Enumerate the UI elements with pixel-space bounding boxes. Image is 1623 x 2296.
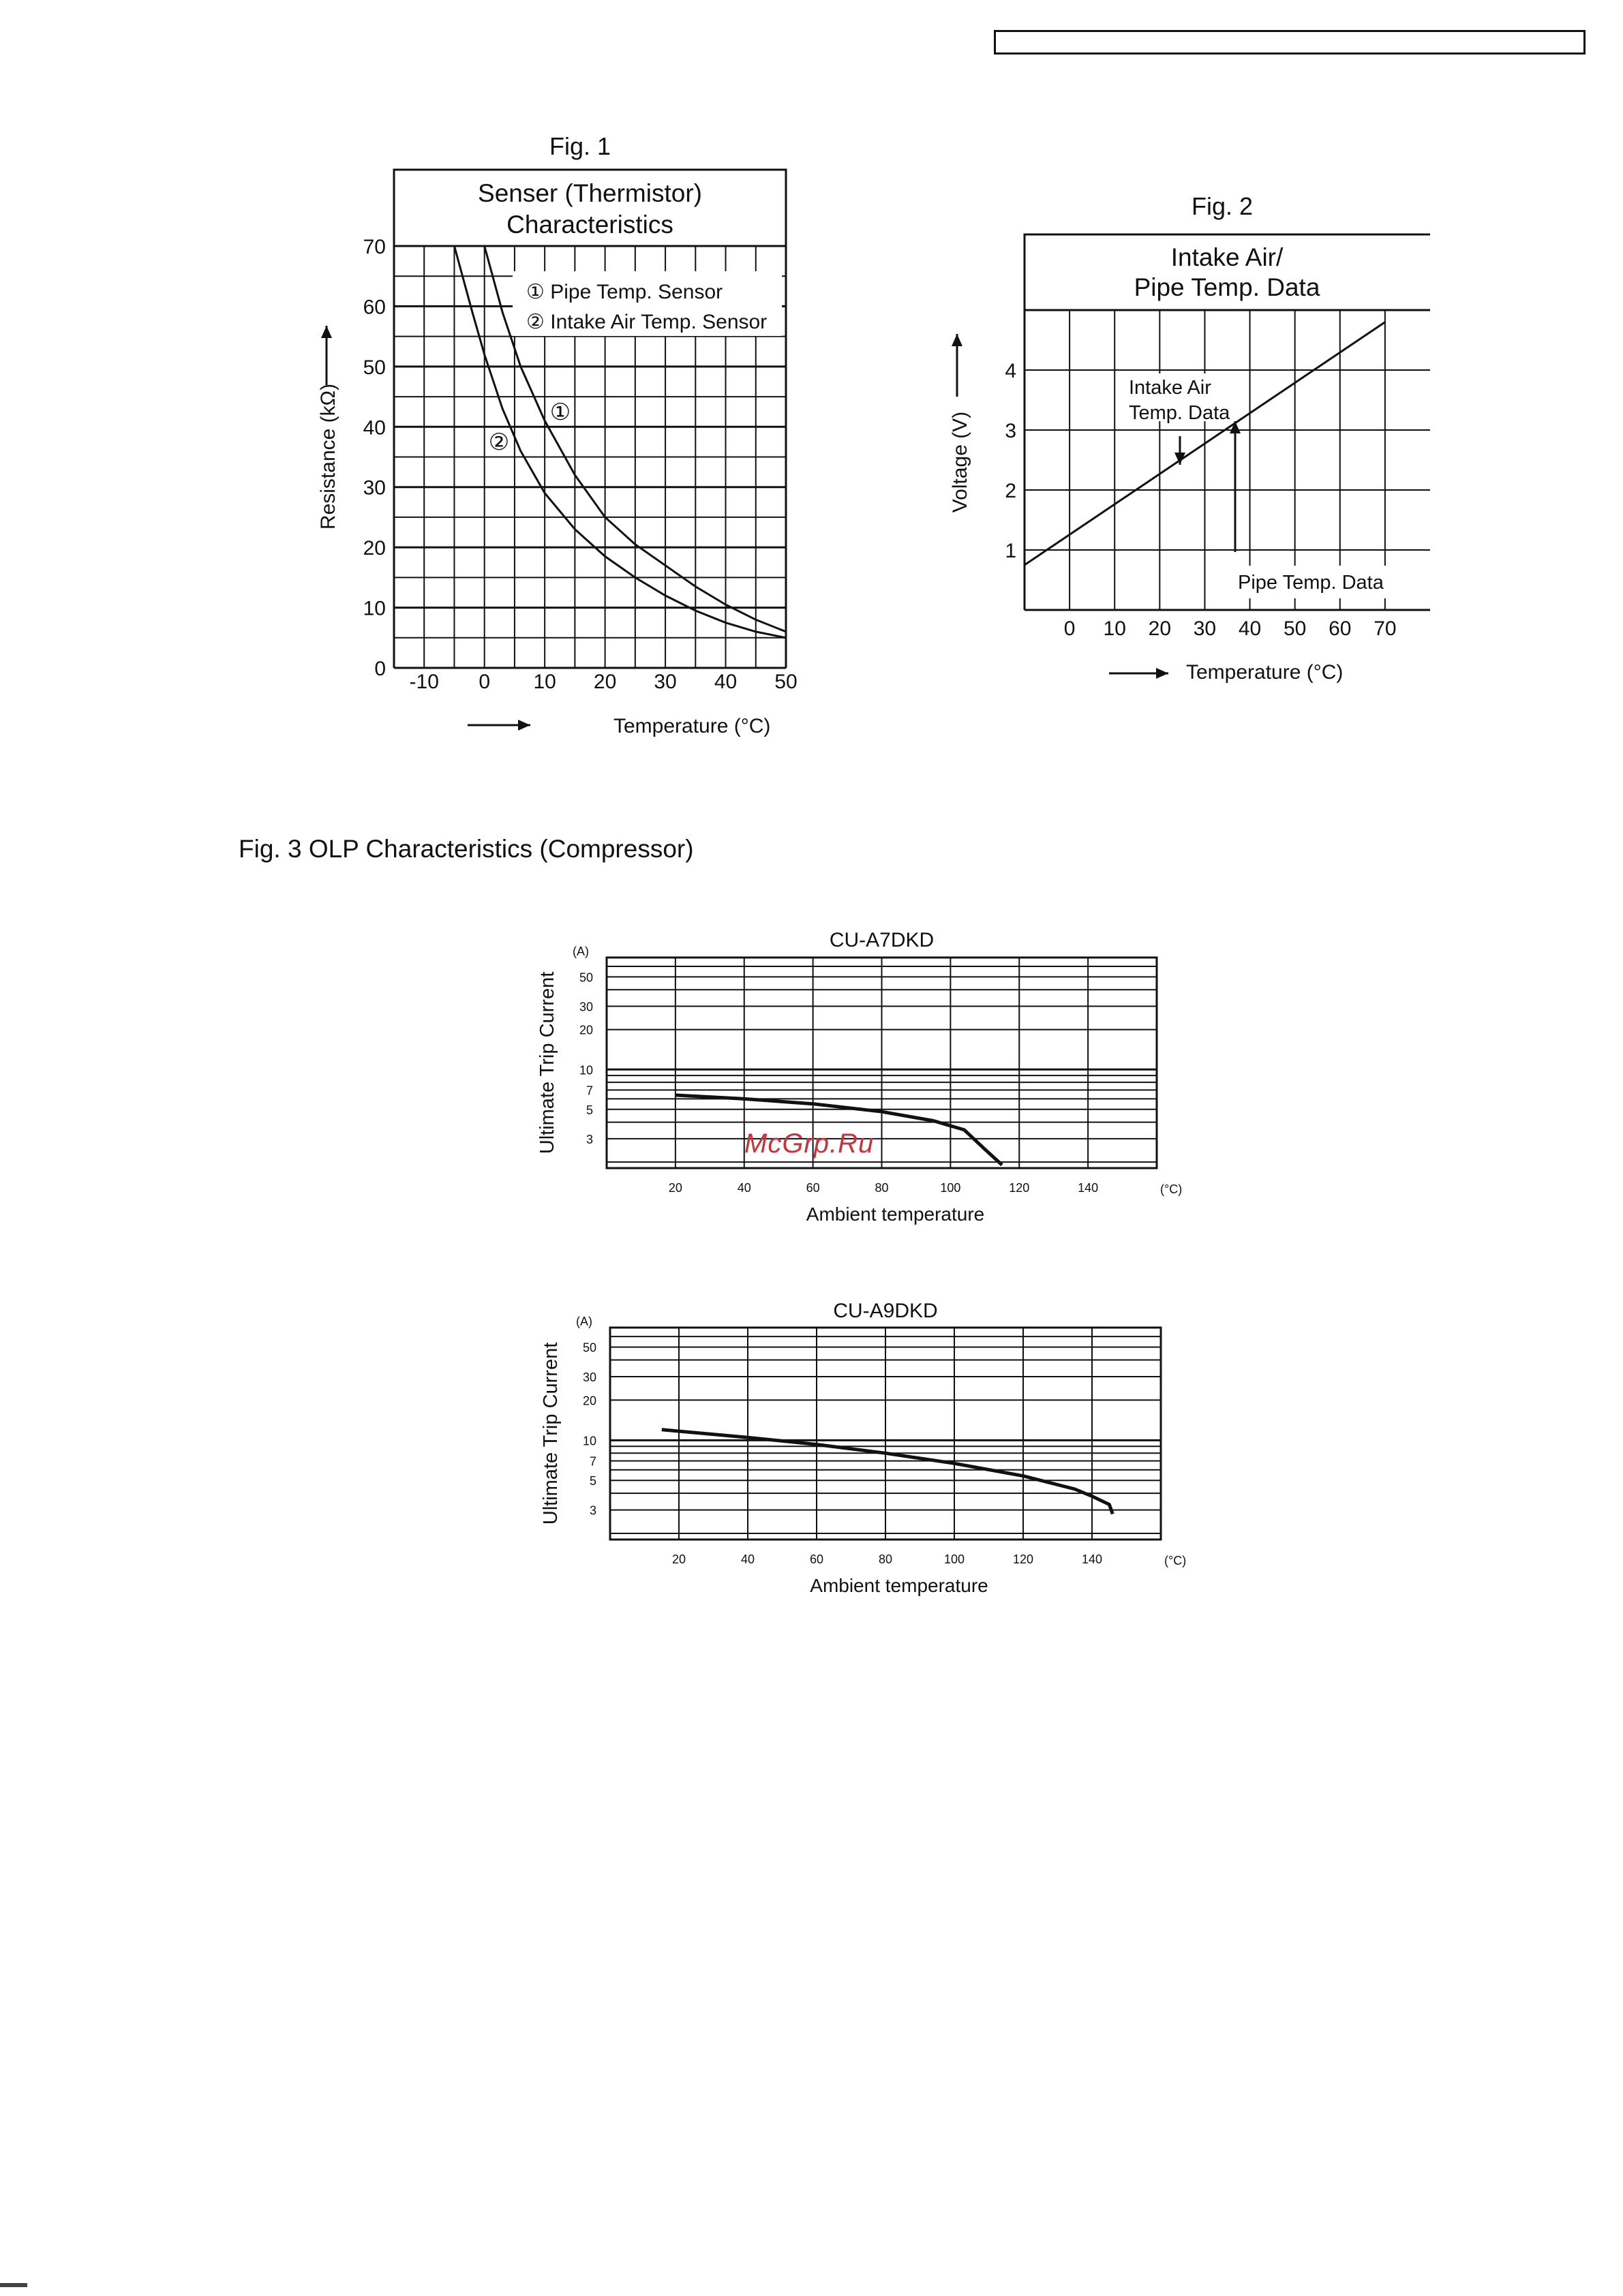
fig1-y-arrow-head — [321, 326, 332, 338]
fig1-y-tick: 40 — [363, 416, 386, 440]
fig2-annotation-pipe: Pipe Temp. Data — [1238, 572, 1384, 594]
fig1-series-marker: ② — [488, 429, 510, 455]
olp1-x-tick: 100 — [940, 1181, 961, 1195]
fig2-y-tick: 4 — [1005, 360, 1016, 382]
fig2-annotation-intake: Intake Air — [1129, 377, 1211, 399]
olp1-x-tick: 40 — [737, 1181, 751, 1195]
fig2-title: Intake Air/ — [1170, 243, 1284, 271]
olp1-x-tick: 60 — [806, 1181, 820, 1195]
fig1-x-arrow-head — [518, 720, 530, 731]
fig2-x-label: Temperature (°C) — [1186, 661, 1344, 684]
fig2-y-arrow-head — [952, 334, 962, 346]
olp2-series-line — [662, 1430, 1113, 1514]
olp2-y-tick: 20 — [582, 1394, 596, 1408]
olp2-y-tick: 3 — [589, 1503, 596, 1518]
fig2-title: Pipe Temp. Data — [1134, 273, 1320, 301]
fig2-x-tick: 20 — [1148, 617, 1172, 640]
fig2-x-tick: 70 — [1374, 617, 1397, 640]
olp1-title: CU-A7DKD — [829, 929, 935, 951]
olp1-y-tick: 10 — [579, 1063, 593, 1077]
fig1-y-tick: 10 — [363, 597, 386, 620]
fig2-x-tick: 30 — [1193, 617, 1217, 640]
fig1-x-tick: 10 — [533, 671, 556, 693]
olp2-y-label: Ultimate Trip Current — [540, 1342, 562, 1525]
fig2-y-tick: 1 — [1005, 540, 1016, 562]
watermark: McGrp.Ru — [744, 1129, 875, 1159]
fig1-x-tick: 0 — [479, 671, 491, 693]
olp1-x-tick: 120 — [1009, 1181, 1030, 1195]
olp1-x-tick: 80 — [875, 1181, 889, 1195]
olp2-y-tick: 50 — [582, 1341, 596, 1355]
fig1-y-tick: 20 — [363, 537, 386, 560]
fig1-y-tick: 30 — [363, 476, 386, 500]
olp1-x-label: Ambient temperature — [806, 1204, 985, 1225]
olp2-y-tick: 10 — [582, 1434, 596, 1448]
olp1-x-unit: (°C) — [1160, 1182, 1183, 1196]
fig1-y-label: Resistance (kΩ) — [317, 383, 339, 530]
olp2-x-tick: 20 — [671, 1552, 686, 1566]
fig1-title: Characteristics — [506, 211, 673, 239]
olp2-y-tick: 7 — [589, 1454, 596, 1469]
olp1-y-tick: 7 — [586, 1084, 593, 1098]
fig1-x-tick: -10 — [409, 671, 439, 693]
olp1-y-tick: 30 — [579, 1000, 593, 1014]
olp2-y-unit: (A) — [576, 1315, 592, 1328]
olp2-x-tick: 80 — [878, 1552, 893, 1566]
fig2-x-tick: 50 — [1283, 617, 1307, 640]
fig2-x-tick: 0 — [1063, 617, 1076, 640]
fig2-y-tick: 3 — [1005, 420, 1016, 442]
olp2-y-tick: 5 — [589, 1474, 596, 1488]
olp1-y-unit: (A) — [573, 945, 589, 958]
fig3-section-title: Fig. 3 OLP Characteristics (Compressor) — [239, 835, 694, 863]
fig1-x-label: Temperature (°C) — [613, 715, 771, 737]
fig2-y-label: Voltage (V) — [949, 411, 971, 513]
fig1-x-tick: 20 — [593, 671, 617, 693]
fig1-y-tick: 0 — [374, 658, 386, 680]
fig1-y-tick: 60 — [363, 296, 386, 319]
olp1-y-tick: 5 — [586, 1103, 593, 1117]
olp2-x-tick: 120 — [1012, 1552, 1034, 1566]
fig2-y-tick: 2 — [1005, 480, 1016, 502]
fig2-x-tick: 40 — [1238, 617, 1262, 640]
fig1-label: Fig. 1 — [549, 132, 611, 160]
olp2-x-label: Ambient temperature — [810, 1575, 988, 1596]
olp1-y-tick: 20 — [579, 1023, 593, 1037]
fig2-x-tick: 10 — [1103, 617, 1126, 640]
fig1-y-tick: 70 — [363, 236, 386, 258]
olp1-x-tick: 140 — [1078, 1181, 1099, 1195]
fig1-x-tick: 50 — [774, 671, 798, 693]
olp2-x-tick: 100 — [943, 1552, 965, 1566]
olp2-x-tick: 140 — [1081, 1552, 1103, 1566]
olp1-y-tick: 3 — [586, 1132, 593, 1146]
olp2-x-tick: 60 — [809, 1552, 824, 1566]
fig1-series-marker: ① — [549, 399, 571, 425]
fig1-y-tick: 50 — [363, 356, 386, 379]
olp1-x-tick: 20 — [668, 1181, 682, 1195]
fig1-title: Senser (Thermistor) — [478, 179, 702, 207]
olp2-y-tick: 30 — [582, 1370, 596, 1384]
fig1-legend-item: ② Intake Air Temp. Sensor — [526, 311, 768, 333]
olp1-y-tick: 50 — [579, 970, 593, 985]
fig1-x-tick: 30 — [654, 671, 677, 693]
fig2-annotation-intake: Temp. Data — [1129, 402, 1230, 424]
fig1-x-tick: 40 — [714, 671, 738, 693]
olp2-x-tick: 40 — [740, 1552, 755, 1566]
olp2-title: CU-A9DKD — [833, 1300, 938, 1322]
fig2-pipe-arrow-head — [1230, 421, 1241, 433]
fig2-x-tick: 60 — [1329, 617, 1352, 640]
olp1-y-label: Ultimate Trip Current — [536, 971, 558, 1154]
footer-mark — [0, 2283, 27, 2287]
fig1-legend-item: ① Pipe Temp. Sensor — [526, 281, 723, 303]
fig2-label: Fig. 2 — [1192, 192, 1254, 220]
fig2-x-arrow-head — [1156, 668, 1168, 679]
olp2-x-unit: (°C) — [1164, 1554, 1187, 1567]
